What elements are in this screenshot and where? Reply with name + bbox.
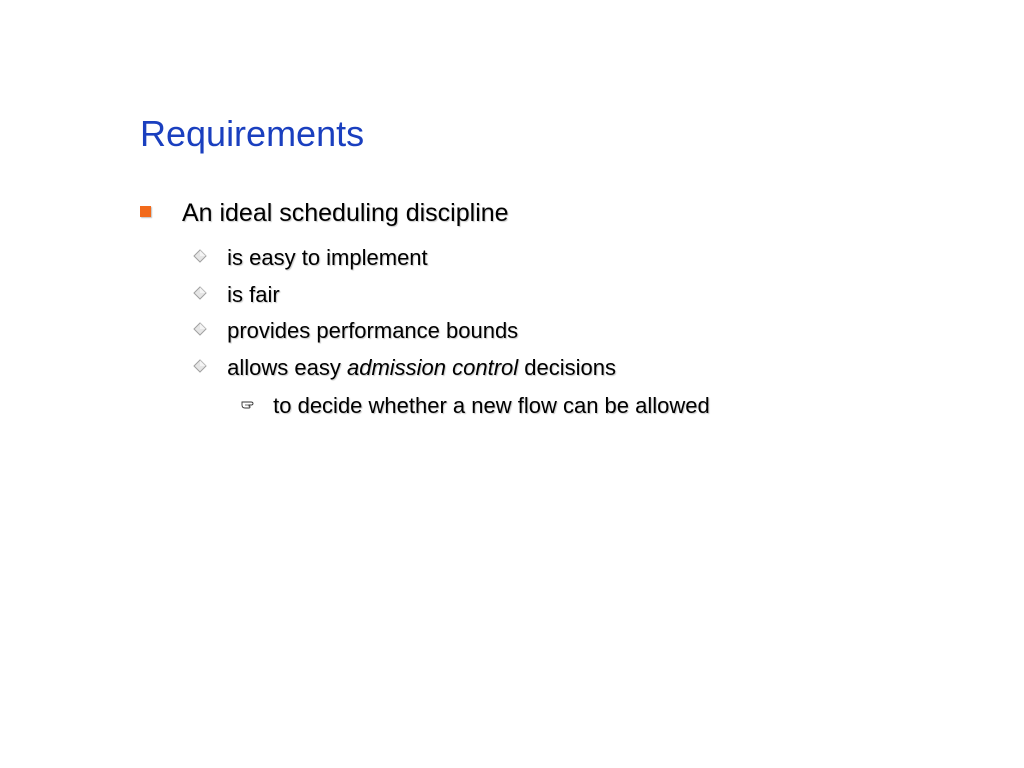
- slide-title: Requirements: [140, 113, 365, 154]
- diamond-bullet-icon: [193, 249, 207, 263]
- sub-bullet-text-after: decisions: [524, 355, 616, 381]
- diamond-bullet-icon: [193, 286, 207, 300]
- emphasis-text: admission control: [346, 355, 519, 381]
- pointing-hand-icon: [241, 398, 259, 410]
- square-bullet-icon: [140, 206, 151, 217]
- sub-bullet-text: [227, 354, 616, 382]
- sub-bullet: [193, 243, 428, 272]
- diamond-bullet-icon: [193, 322, 207, 336]
- sub-bullet-text: provides performance bounds: [227, 318, 519, 344]
- bullet-level1: [140, 196, 509, 229]
- sub-bullet-text: is fair: [227, 282, 280, 308]
- sub-bullet: [193, 280, 280, 309]
- sub-bullet-text-before: allows easy: [227, 355, 341, 381]
- sub-sub-bullet: [241, 391, 710, 420]
- bullet-text: An ideal scheduling discipline: [181, 199, 509, 228]
- diamond-bullet-icon: [193, 359, 207, 373]
- sub-sub-bullet-text: to decide whether a new flow can be allowed: [273, 393, 710, 419]
- sub-bullet-text: is easy to implement: [227, 245, 428, 271]
- sub-bullet: [193, 353, 616, 382]
- sub-bullet: [193, 316, 518, 345]
